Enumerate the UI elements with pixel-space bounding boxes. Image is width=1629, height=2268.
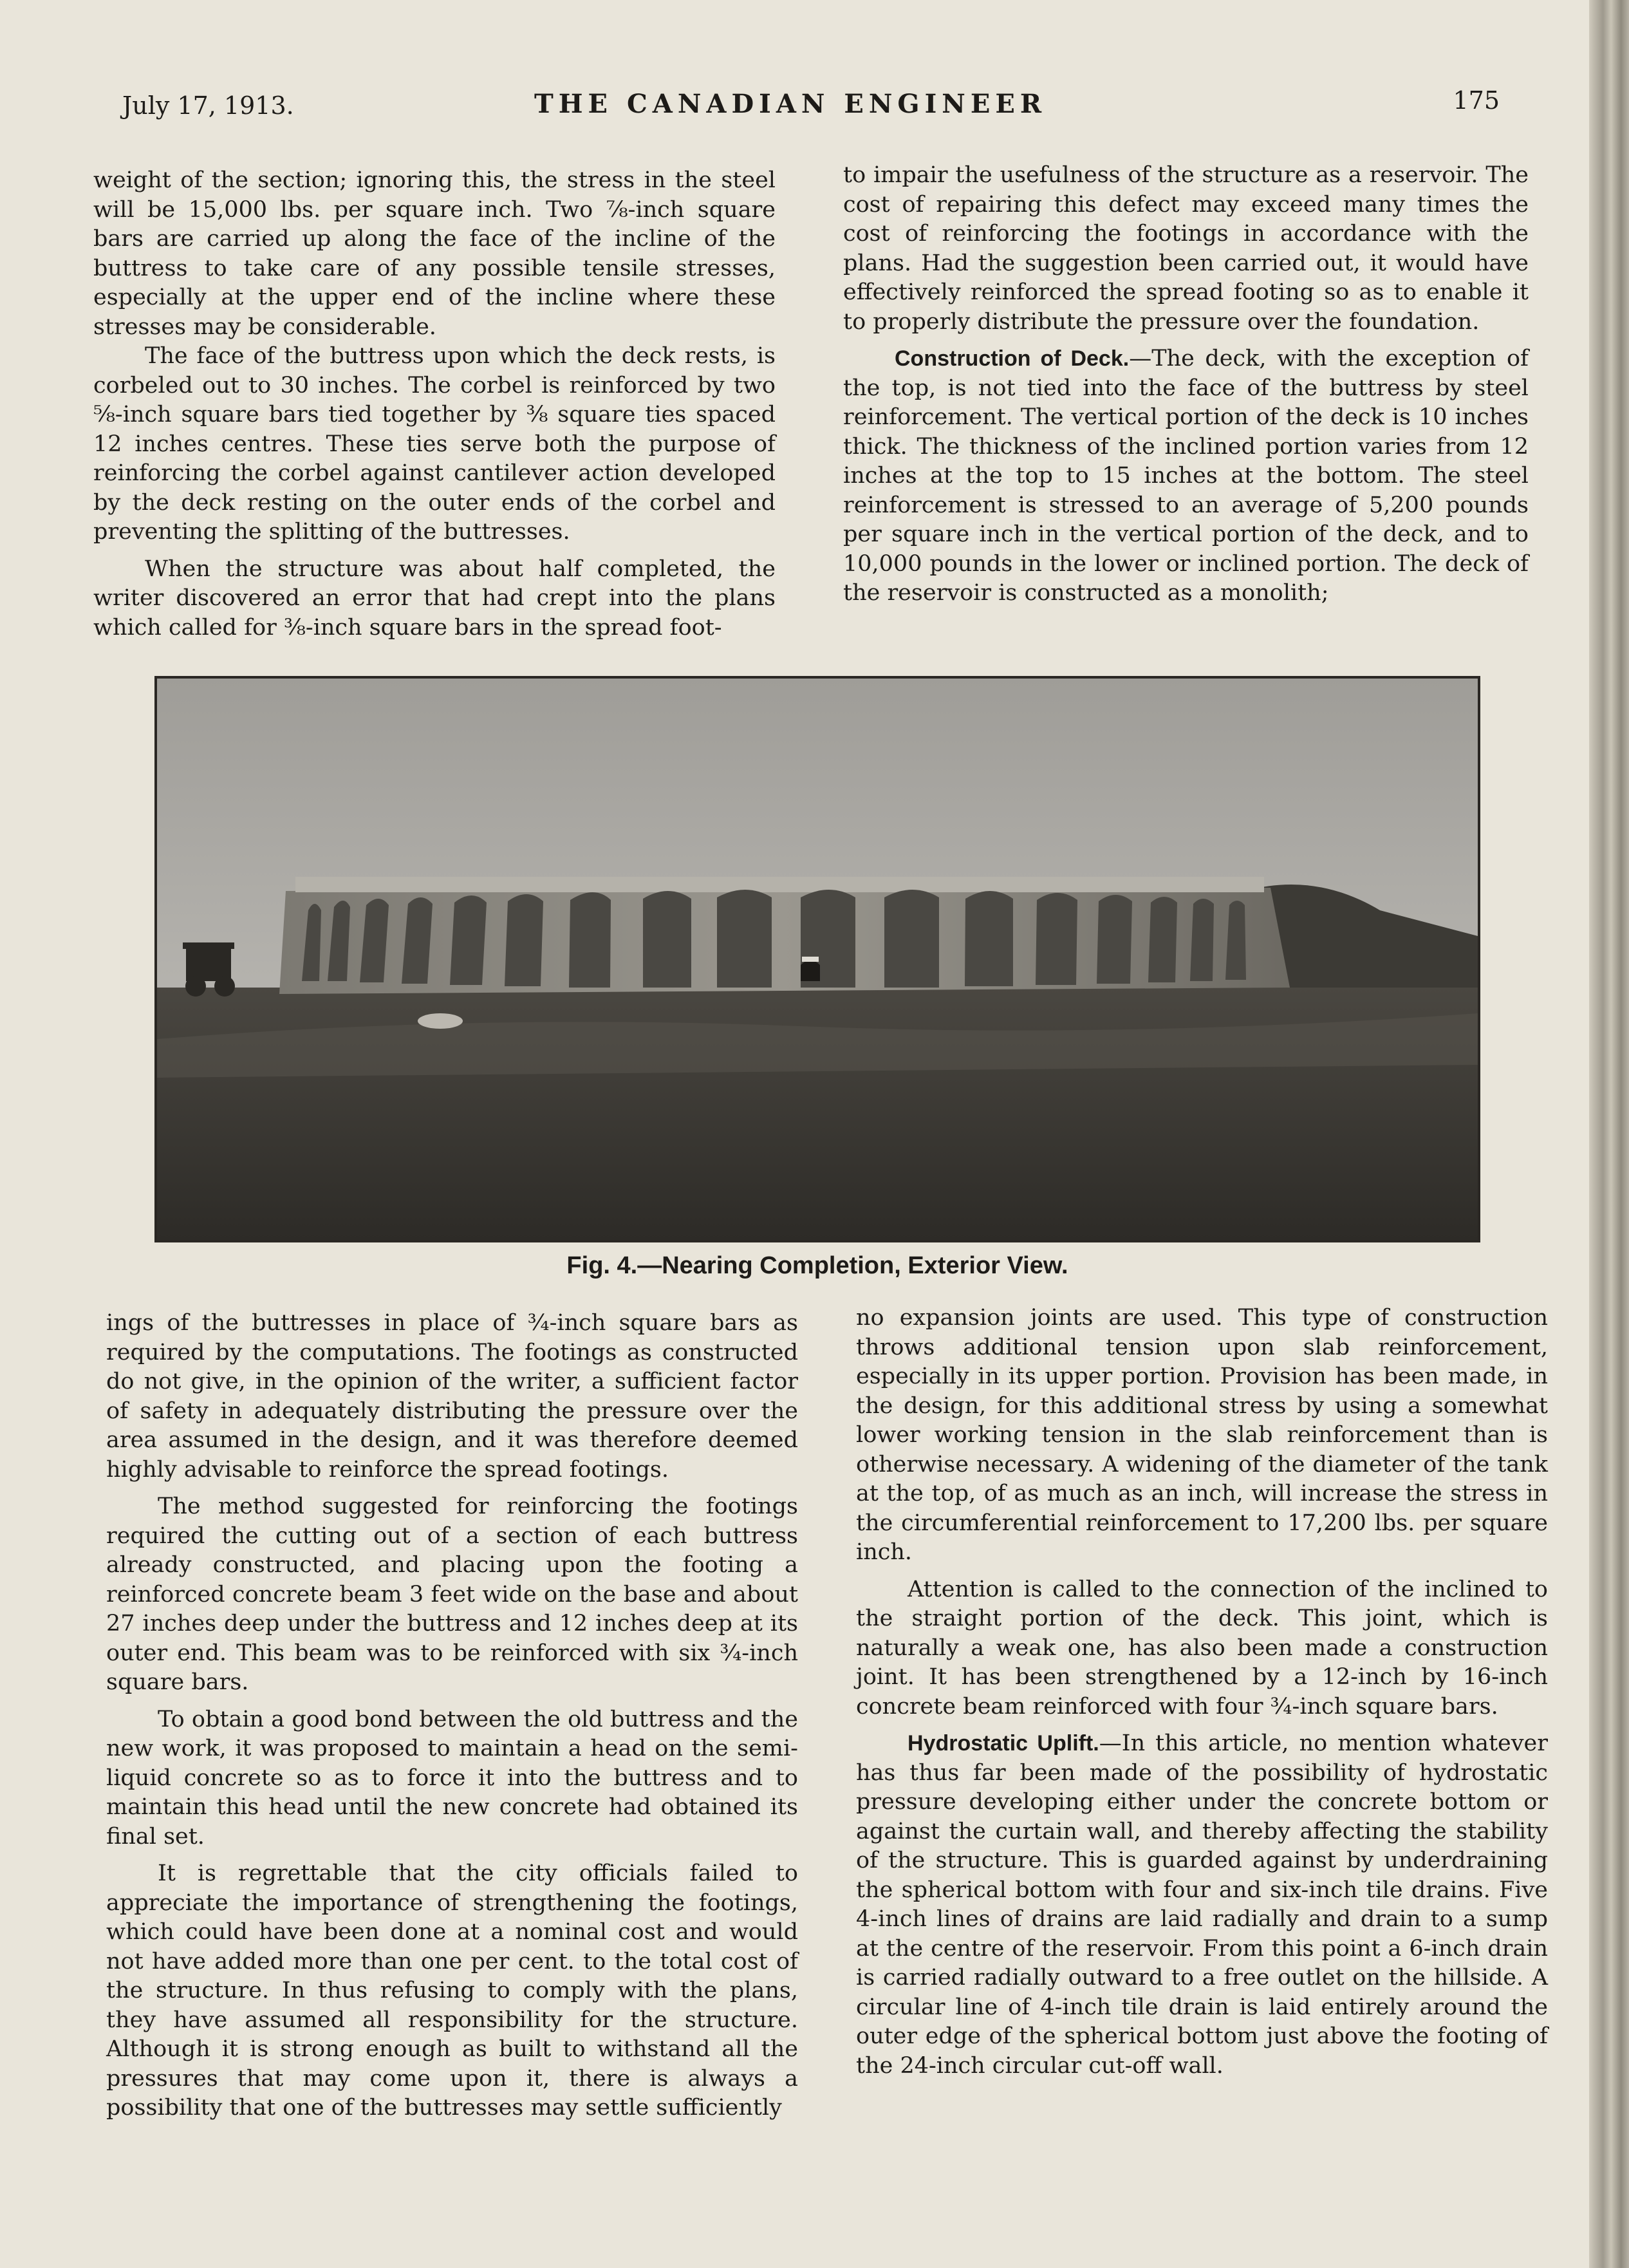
paragraph: The method suggested for reinforcing the footings required the cutting out of a section of each buttress already constructed, and placing upon the footing a reinforced concrete beam 3 feet wide on the base and about 27 inches deep under the buttress and 12 inches deep at its outer end. This beam was to be reinforced with six ¾-inch square bars.: [106, 1494, 798, 1695]
paragraph: When the structure was about half completed, the writer discovered an error that had crept into the plans which called for ⅜-inch square bars in the spread foot-: [93, 556, 776, 641]
paragraph: It is regrettable that the city officials failed to appreciate the importance of strengthening the footings, which could have been done at a nominal cost and would not have added more than one per cent. to the total cost of the structure. In thus refusing to comply with the plans, they have assumed all responsibility for the structure. Although it is strong enough as built to withstand all the pressures that may come upon it, there is always a possibility that one of the buttresses may settle sufficiently: [106, 1860, 798, 2121]
paragraph: [843, 344, 1529, 608]
paragraph: [856, 1729, 1548, 2081]
section-heading: Hydrostatic Uplift.: [908, 1731, 1099, 1756]
column-bottom-left: [106, 1309, 798, 2123]
paragraph: no expansion joints are used. This type of construction throws additional tension upon slab reinforcement, especially in its upper portion. Provision has been made, in the design, for this additional stress by using a somewhat lower working tension in the slab reinforcement than is otherwise necessary. A widening of the diameter of the tank at the top, of as much as an inch, will increase the stress in the circumferential reinforcement to 17,200 lbs. per square inch.: [856, 1305, 1548, 1565]
paragraph: ings of the buttresses in place of ¾-inch square bars as required by the computations. The footings as constructed do not give, in the opinion of the writer, a sufficient factor of safety in adequately distributing the pressure over the area assumed in the design, and it was therefore deemed highly advisable to reinforce the spread footings.: [106, 1310, 798, 1483]
paragraph-text: —The deck, with the exception of the top, is not tied into the face of the buttress by steel reinforcement. The vertical portion of the deck is 10 inches thick. The thickness of the inclined portion varies from 12 inches at the top to 15 inches at the bottom. The steel reinforcement is stressed to an average of 5,200 pounds per square inch in the vertical portion of the deck, and to 10,000 pounds in the lower or inclined portion. The deck of the reservoir is constructed as a monolith;: [843, 346, 1529, 606]
paragraph: To obtain a good bond between the old buttress and the new work, it was proposed to maintain a head on the semi-liquid concrete so as to force it into the buttress and to maintain this head until the new concrete had obtained its final set.: [106, 1706, 798, 1850]
figure-caption: Fig. 4.—Nearing Completion, Exterior View.: [566, 1252, 1068, 1279]
journal-title: THE CANADIAN ENGINEER: [534, 89, 1047, 119]
paragraph-text: —In this article, no mention whatever has thus far been made of the possibility of hydrostatic pressure developing either under the concrete bottom or against the curtain wall, and thereby affecting the stability of the structure. This is guarded against by underdraining the spherical bottom with four and six-inch tile drains. Five 4-inch lines of drains are laid radially and drain to a sump at the centre of the reservoir. From this point a 6-inch drain is carried radially outward to a free outlet on the hillside. A circular line of 4-inch tile drain is laid entirely around the outer edge of the spherical bottom just above the footing of the 24-inch circular cut-off wall.: [856, 1730, 1548, 2079]
column-top-right: [843, 161, 1529, 608]
reservoir-photo-illustration: [157, 679, 1478, 1240]
column-bottom-right: [856, 1304, 1548, 2081]
page-number: 175: [1453, 86, 1500, 115]
running-header: [116, 84, 1500, 122]
figure-photograph: [154, 676, 1480, 1242]
section-heading: Construction of Deck.: [895, 346, 1130, 371]
paragraph: weight of the section; ignoring this, the stress in the steel will be 15,000 lbs. per square inch. Two ⅞-inch square bars are carried up along the face of the incline of the buttress to take care of any possible tensile stresses, especially at the upper end of the incline where these stresses may be considerable.: [93, 167, 776, 340]
page-binding-edge: [1589, 0, 1629, 2268]
issue-date: July 17, 1913.: [122, 91, 294, 120]
paragraph: The face of the buttress upon which the deck rests, is corbeled out to 30 inches. The corbel is reinforced by two ⅝-inch square bars tied together by ⅜ square ties spaced 12 inches centres. These ties serve both the purpose of reinforcing the corbel against cantilever action developed by the deck resting on the outer ends of the corbel and preventing the splitting of the buttresses.: [93, 343, 776, 545]
paragraph: Attention is called to the connection of the inclined to the straight portion of the deck. This joint, which is naturally a weak one, has also been made a construction joint. It has been strengthened by a 12-inch by 16-inch concrete beam reinforced with four ¾-inch square bars.: [856, 1576, 1548, 1720]
column-top-left: [93, 166, 776, 642]
paragraph: to impair the usefulness of the structure as a reservoir. The cost of repairing this defect may exceed many times the cost of reinforcing the footings in accordance with the plans. Had the suggestion been carried out, it would have effectively reinforced the spread footing so as to enable it to properly distribute the pressure over the foundation.: [843, 162, 1529, 335]
